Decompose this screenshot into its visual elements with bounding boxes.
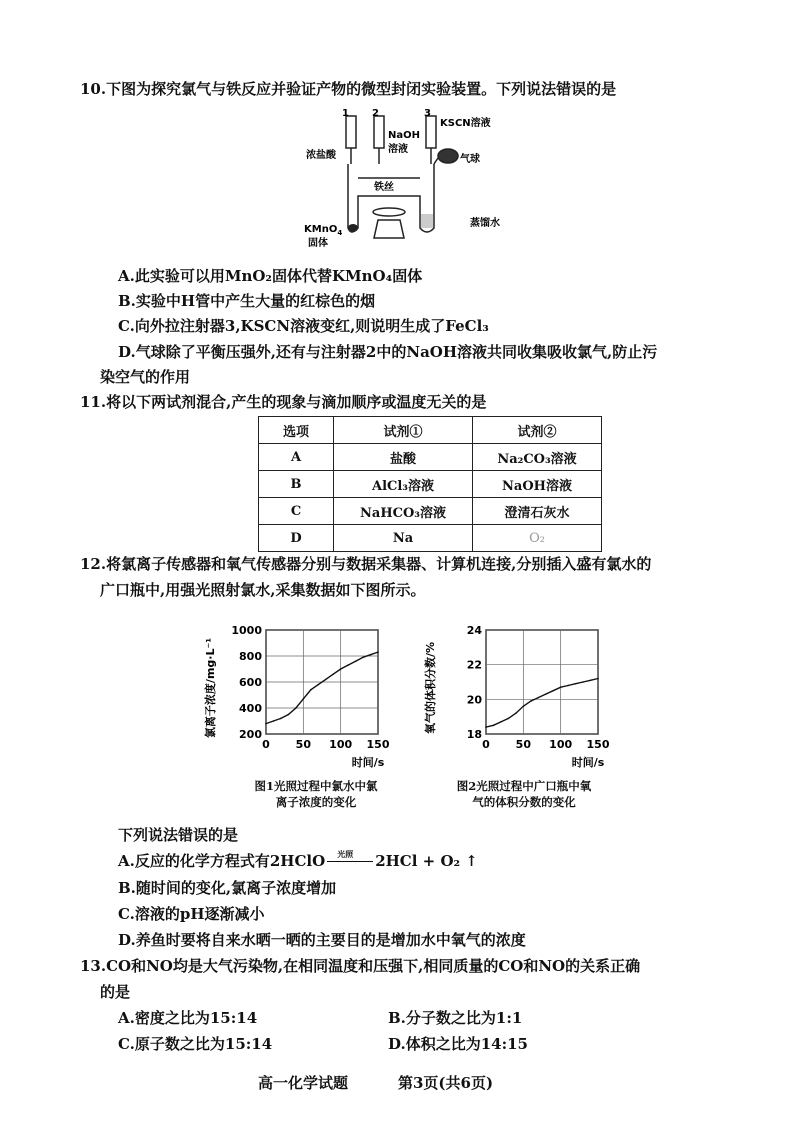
data-point (280, 718, 282, 720)
table-cell: AlCl₃溶液 (334, 471, 473, 498)
y-tick-label: 1000 (231, 624, 262, 637)
x-axis-label: 时间/s (571, 756, 605, 769)
y-tick-label: 20 (466, 693, 482, 707)
label-solid: 固体 (308, 238, 328, 249)
data-point (317, 684, 319, 686)
data-point (370, 654, 372, 656)
y-tick-label: 24 (466, 624, 482, 637)
label-iron-wire: 铁丝 (374, 182, 394, 193)
chart2-caption-line1: 图2光照过程中广口瓶中氧 (456, 779, 592, 793)
x-tick-label: 0 (482, 738, 490, 751)
data-point (500, 721, 502, 723)
q10-option-d: D.气球除了平衡压强外,还有与注射器2中的NaOH溶液共同收集吸收氯气,防止污 (118, 343, 658, 361)
label-kmno4: KMnO$_4$ (304, 224, 343, 237)
chart-oxygen-fraction (420, 620, 620, 780)
data-point (508, 718, 510, 720)
q11-stem: 11.将以下两试剂混合,产生的现象与滴加顺序或温度无关的是 (80, 393, 487, 411)
table-header-cell: 试剂① (334, 417, 473, 444)
data-point (485, 726, 487, 728)
data-point (552, 690, 554, 692)
q12-stem-line2: 广口瓶中,用强光照射氯水,采集数据如下图所示。 (100, 581, 426, 599)
table-cell: Na (334, 525, 473, 552)
chart2-caption (424, 778, 624, 810)
data-point (493, 725, 495, 727)
x-tick-label: 50 (295, 738, 311, 751)
q10-option-a: A.此实验可以用MnO₂固体代替KMnO₄固体 (118, 267, 423, 285)
data-point (288, 714, 290, 716)
syringe-1 (346, 116, 356, 148)
x-tick-label: 150 (366, 738, 390, 751)
reaction-arrow (325, 849, 375, 869)
label-distilled-water: 蒸馏水 (470, 218, 500, 229)
data-point (273, 720, 275, 722)
data-point (590, 679, 592, 681)
table-cell: Na₂CO₃溶液 (473, 444, 602, 471)
y-tick-label: 600 (239, 676, 262, 689)
q12-option-a-prefix: A.反应的化学方程式有2HClO (118, 852, 326, 870)
q13-option-d: D.体积之比为14:15 (388, 1035, 528, 1053)
data-point (537, 697, 539, 699)
table-cell: NaOH溶液 (473, 471, 602, 498)
data-point (582, 681, 584, 683)
y-tick-label: 800 (239, 650, 262, 663)
table-row (259, 444, 602, 471)
q10-apparatus-figure (300, 108, 520, 258)
q10-option-c: C.向外拉注射器3,KSCN溶液变红,则说明生成了FeCl₃ (118, 317, 489, 335)
y-axis-label: 氯离子浓度/mg·L⁻¹ (204, 637, 217, 739)
data-point (545, 693, 547, 695)
distilled-water (421, 214, 433, 228)
y-tick-label: 18 (466, 728, 482, 741)
q12-sub-stem: 下列说法错误的是 (118, 826, 239, 844)
data-point (530, 700, 532, 702)
data-point (332, 673, 334, 675)
q13-option-b: B.分子数之比为1:1 (388, 1009, 523, 1027)
x-tick-label: 100 (549, 738, 573, 751)
q10-option-b: B.实验中H管中产生大量的红棕色的烟 (118, 292, 376, 310)
table-cell: A (259, 444, 334, 471)
footer-page-number: 第3页(共6页) (398, 1074, 494, 1092)
y-tick-label: 200 (239, 728, 262, 741)
table-cell: O₂ (473, 525, 602, 552)
x-tick-label: 0 (262, 738, 270, 751)
label-naoh: NaOH (388, 130, 420, 141)
table-cell: C (259, 498, 334, 525)
chart1-caption-line2: 离子浓度的变化 (275, 795, 357, 809)
chart-chloride-concentration (200, 620, 400, 780)
series-line (266, 652, 378, 724)
q12-option-c: C.溶液的pH逐渐减小 (118, 905, 265, 923)
data-point (325, 679, 327, 681)
q12-option-b: B.随时间的变化,氯离子浓度增加 (118, 879, 337, 897)
q10-option-d-cont: 染空气的作用 (100, 368, 191, 386)
x-tick-label: 100 (329, 738, 353, 751)
data-point (515, 712, 517, 714)
data-point (567, 685, 569, 687)
syringe-2-number: 2 (372, 108, 379, 119)
chart1-caption-line1: 图1光照过程中氯水中氯 (254, 779, 378, 793)
table-cell: NaHCO₃溶液 (334, 498, 473, 525)
data-point (377, 651, 379, 653)
label-balloon: 气球 (460, 154, 480, 165)
syringe-3-number: 3 (424, 108, 431, 119)
q10-stem: 10.下图为探究氯气与铁反应并验证产物的微型封闭实验装置。下列说法错误的是 (80, 80, 617, 98)
table-header-row (259, 417, 602, 444)
x-tick-label: 150 (586, 738, 610, 751)
table-cell: 盐酸 (334, 444, 473, 471)
q12-option-a-suffix: 2HCl + O₂ ↑ (375, 852, 478, 870)
data-point (310, 689, 312, 691)
data-point (523, 705, 525, 707)
x-tick-label: 50 (515, 738, 531, 751)
y-tick-label: 400 (239, 702, 262, 715)
data-point (347, 664, 349, 666)
table-cell: B (259, 471, 334, 498)
table-header-cell: 选项 (259, 417, 334, 444)
q12-option-d: D.养鱼时要将自来水晒一晒的主要目的是增加水中氧气的浓度 (118, 931, 526, 949)
label-kscn: KSCN溶液 (440, 118, 491, 129)
y-axis-label: 氧气的体积分数/% (424, 641, 437, 735)
data-point (597, 678, 599, 680)
y-tick-label: 22 (466, 658, 482, 672)
syringe-2 (374, 116, 384, 148)
q12-option-a (118, 850, 478, 871)
q13-option-c: C.原子数之比为15:14 (118, 1035, 273, 1053)
data-point (265, 723, 267, 725)
table-cell: D (259, 525, 334, 552)
q13-stem-line1: 13.CO和NO均是大气污染物,在相同温度和压强下,相同质量的CO和NO的关系正确 (80, 957, 641, 975)
table-row (259, 498, 602, 525)
data-point (340, 668, 342, 670)
data-point (575, 683, 577, 685)
reaction-condition: 光照 (337, 849, 354, 859)
table-row (259, 471, 602, 498)
data-point (303, 698, 305, 700)
q12-stem-line1: 12.将氯离子传感器和氧气传感器分别与数据采集器、计算机连接,分别插入盛有氯水的 (80, 555, 652, 573)
data-point (355, 660, 357, 662)
chart1-caption (226, 778, 406, 810)
syringe-3 (426, 116, 436, 148)
syringe-1-number: 1 (342, 108, 349, 119)
q13-stem-line2: 的是 (100, 983, 131, 1001)
data-point (295, 707, 297, 709)
label-naoh-solution: 溶液 (388, 144, 408, 155)
footer-subject: 高一化学试题 (258, 1074, 349, 1092)
label-conc-hcl: 浓盐酸 (306, 150, 336, 161)
x-axis-label: 时间/s (351, 756, 385, 769)
q11-reagent-table (258, 416, 602, 552)
chart2-caption-line2: 气的体积分数的变化 (472, 795, 576, 809)
kmno4-solid (348, 224, 358, 232)
table-cell: 澄清石灰水 (473, 498, 602, 525)
q13-option-a: A.密度之比为15:14 (118, 1009, 258, 1027)
series-line (486, 679, 598, 728)
table-header-cell: 试剂② (473, 417, 602, 444)
table-row (259, 525, 602, 552)
data-point (560, 686, 562, 688)
data-point (362, 657, 364, 659)
